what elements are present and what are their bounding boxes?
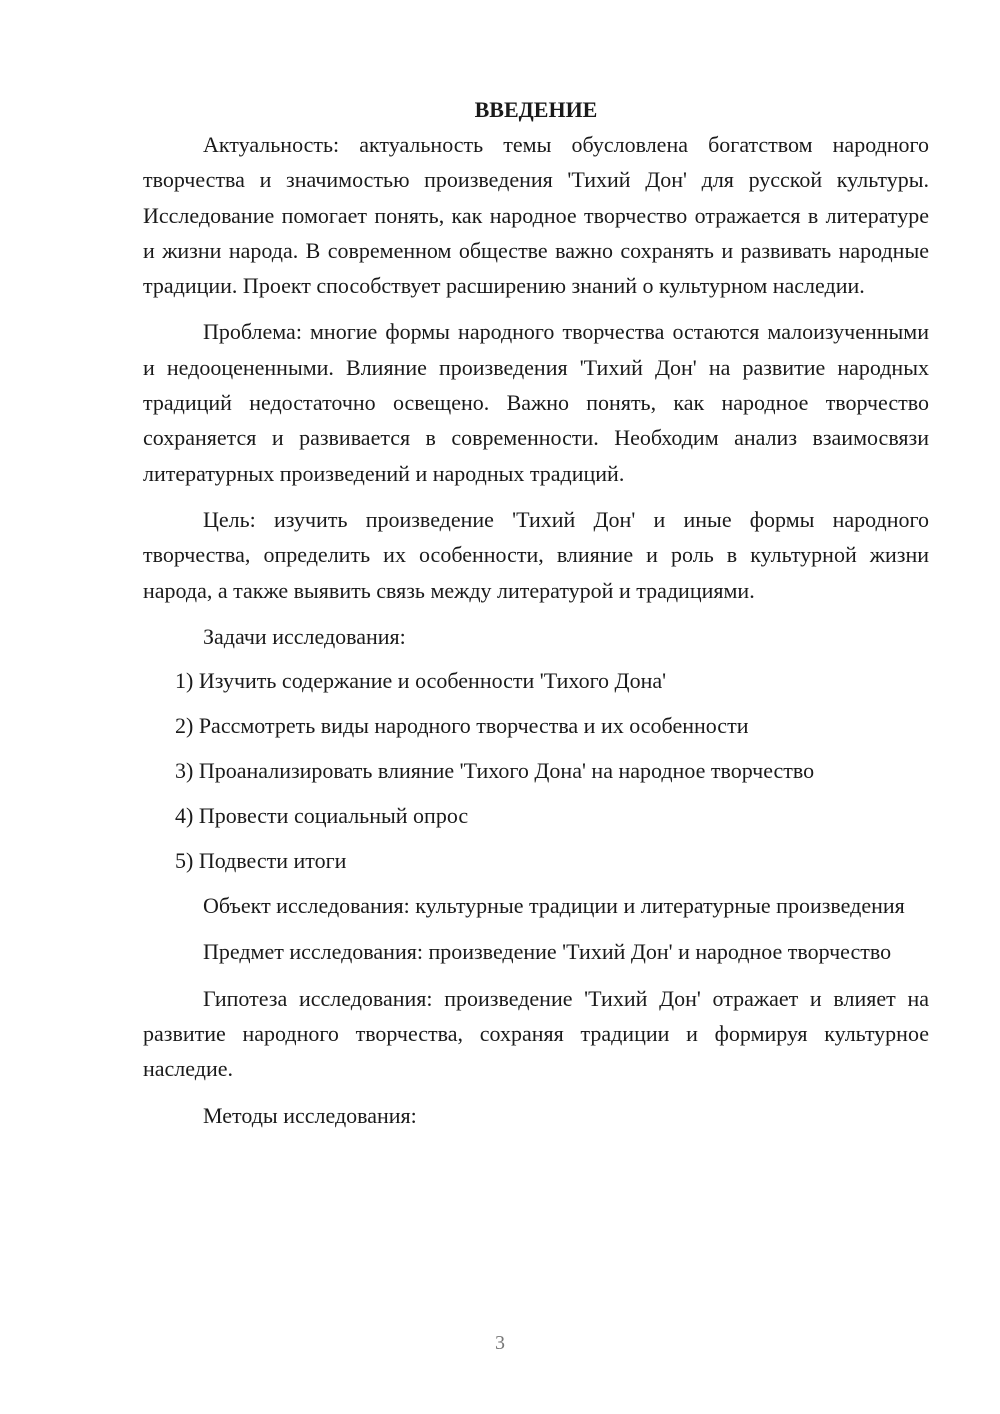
methods-title: Методы исследования: [203,1102,417,1128]
tasks-list [143,663,929,878]
subject-paragraph: Предмет исследования: произведение 'Тихий Дон' и народное творчество [203,939,892,965]
section-heading: ВВЕДЕНИЕ [474,97,598,122]
task-item: 5) Подвести итоги [175,848,347,874]
task-item: 1) Изучить содержание и особенности 'Тихого Дона' [175,668,667,694]
object-paragraph: Объект исследования: культурные традиции и литературные произведения [203,893,905,919]
tasks-title: Задачи исследования: [203,623,406,649]
document-page [143,92,929,1144]
page-number: 3 [495,1332,505,1354]
problem-paragraph: Проблема: многие формы народного творчества остаются малоизученными и недооцененными. Влияние произведения 'Тихий Дон' на развитие народных традиций недостаточно освещено. Важно понять, как народное творчество сохраняется и развивается в современности. Необходим анализ взаимосвязи литературных произведений и народных традиций. [143,319,929,486]
task-item: 2) Рассмотреть виды народного творчества и их особенности [175,713,749,739]
hypothesis-paragraph: Гипотеза исследования: произведение 'Тихий Дон' отражает и влияет на развитие народного творчества, сохраняя традиции и формируя культурное наследие. [143,985,929,1082]
goal-paragraph: Цель: изучить произведение 'Тихий Дон' и иные формы народного творчества, определить их особенности, влияние и роль в культурной жизни народа, а также выявить связь между литературой и традициями. [143,506,929,603]
task-item: 4) Провести социальный опрос [175,803,469,829]
task-item: 3) Проанализировать влияние 'Тихого Дона' на народное творчество [175,758,815,784]
relevance-paragraph: Актуальность: актуальность темы обусловлена богатством народного творчества и значимостью произведения 'Тихий Дон' для русской культуры. Исследование помогает понять, как народное творчество отражается в литературе и жизни народа. В современном обществе важно сохранять и развивать народные традиции. Проект способствует расширению знаний о культурном наследии. [143,132,929,299]
